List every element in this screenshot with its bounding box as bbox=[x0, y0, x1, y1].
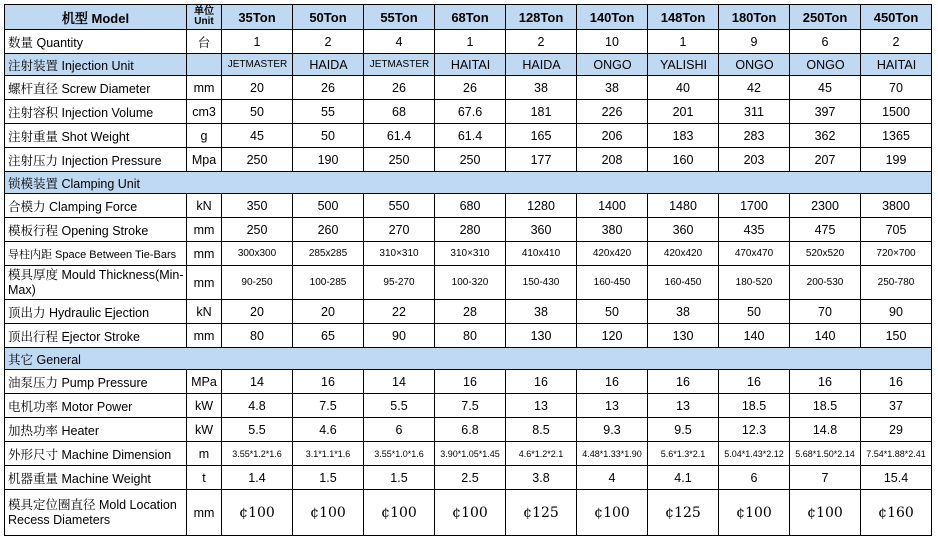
cell-value: 9 bbox=[719, 30, 790, 54]
cell-value: 65 bbox=[293, 324, 364, 348]
cell-value: 50 bbox=[577, 300, 648, 324]
row-label: 电机功率 Motor Power bbox=[5, 394, 187, 418]
cell-value: 310×310 bbox=[435, 242, 506, 266]
cell-value: 7 bbox=[790, 466, 861, 490]
cell-value: 55 bbox=[293, 100, 364, 124]
row-label: 机器重量 Machine Weight bbox=[5, 466, 187, 490]
cell-value: 28 bbox=[435, 300, 506, 324]
cell-value: 520x520 bbox=[790, 242, 861, 266]
row-unit: mm bbox=[187, 490, 222, 536]
cell-value: 5.68*1.50*2.14 bbox=[790, 442, 861, 466]
spec-table-body bbox=[5, 5, 932, 536]
cell-value: 250 bbox=[364, 148, 435, 172]
table-row bbox=[5, 194, 932, 218]
cell-value: 250 bbox=[222, 148, 293, 172]
cell-value: 550 bbox=[364, 194, 435, 218]
table-row bbox=[5, 124, 932, 148]
table-row bbox=[5, 442, 932, 466]
cell-value: 16 bbox=[719, 370, 790, 394]
row-unit: 台 bbox=[187, 30, 222, 54]
cell-value: 4.1 bbox=[648, 466, 719, 490]
cell-value: 150-430 bbox=[506, 266, 577, 300]
table-row bbox=[5, 418, 932, 442]
row-unit: kW bbox=[187, 394, 222, 418]
cell-value: 13 bbox=[506, 394, 577, 418]
row-label: 顶出力 Hydraulic Ejection bbox=[5, 300, 187, 324]
cell-value: 2 bbox=[506, 30, 577, 54]
cell-value: 12.3 bbox=[719, 418, 790, 442]
brand-name: HAIDA bbox=[293, 54, 364, 76]
cell-value: 16 bbox=[790, 370, 861, 394]
cell-value: 90-250 bbox=[222, 266, 293, 300]
cell-value: 38 bbox=[506, 300, 577, 324]
cell-value: 7.5 bbox=[293, 394, 364, 418]
cell-value: 3.55*1.2*1.6 bbox=[222, 442, 293, 466]
cell-value: 22 bbox=[364, 300, 435, 324]
cell-value: 20 bbox=[222, 300, 293, 324]
model-name: 250Ton bbox=[790, 5, 861, 30]
cell-value: 140 bbox=[790, 324, 861, 348]
cell-value: 18.5 bbox=[719, 394, 790, 418]
cell-value: 16 bbox=[861, 370, 932, 394]
cell-value: ¢100 bbox=[435, 490, 506, 536]
cell-value: 3.90*1.05*1.45 bbox=[435, 442, 506, 466]
cell-value: 9.5 bbox=[648, 418, 719, 442]
row-label: 油泵压力 Pump Pressure bbox=[5, 370, 187, 394]
brand-name: ONGO bbox=[790, 54, 861, 76]
header-row bbox=[5, 5, 932, 30]
cell-value: ¢125 bbox=[648, 490, 719, 536]
row-label: 模板行程 Opening Stroke bbox=[5, 218, 187, 242]
cell-value: 100-285 bbox=[293, 266, 364, 300]
cell-value: 199 bbox=[861, 148, 932, 172]
row-unit: g bbox=[187, 124, 222, 148]
cell-value: 4.48*1.33*1.90 bbox=[577, 442, 648, 466]
cell-value: 5.04*1.43*2.12 bbox=[719, 442, 790, 466]
row-label: 外形尺寸 Machine Dimension bbox=[5, 442, 187, 466]
cell-value: 181 bbox=[506, 100, 577, 124]
cell-value: 500 bbox=[293, 194, 364, 218]
row-label: 数量 Quantity bbox=[5, 30, 187, 54]
cell-value: 45 bbox=[790, 76, 861, 100]
model-name: 55Ton bbox=[364, 5, 435, 30]
cell-value: 420x420 bbox=[577, 242, 648, 266]
cell-value: 310×310 bbox=[364, 242, 435, 266]
cell-value: 360 bbox=[506, 218, 577, 242]
cell-value: 435 bbox=[719, 218, 790, 242]
cell-value: 150 bbox=[861, 324, 932, 348]
cell-value: 16 bbox=[577, 370, 648, 394]
table-row bbox=[5, 394, 932, 418]
table-row bbox=[5, 266, 932, 300]
cell-value: 250 bbox=[435, 148, 506, 172]
cell-value: ¢100 bbox=[719, 490, 790, 536]
section-header-row bbox=[5, 54, 932, 76]
table-row bbox=[5, 466, 932, 490]
cell-value: 50 bbox=[293, 124, 364, 148]
row-unit: mm bbox=[187, 242, 222, 266]
model-name: 128Ton bbox=[506, 5, 577, 30]
cell-value: 61.4 bbox=[364, 124, 435, 148]
cell-value: 13 bbox=[648, 394, 719, 418]
cell-value: 177 bbox=[506, 148, 577, 172]
cell-value: 1480 bbox=[648, 194, 719, 218]
cell-value: 8.5 bbox=[506, 418, 577, 442]
cell-value: 250 bbox=[222, 218, 293, 242]
cell-value: 280 bbox=[435, 218, 506, 242]
row-unit: kN bbox=[187, 300, 222, 324]
blank-cell bbox=[187, 54, 222, 76]
brand-name: HAITAI bbox=[861, 54, 932, 76]
cell-value: 80 bbox=[435, 324, 506, 348]
model-name: 50Ton bbox=[293, 5, 364, 30]
cell-value: 68 bbox=[364, 100, 435, 124]
row-label: 螺杆直径 Screw Diameter bbox=[5, 76, 187, 100]
cell-value: 470x470 bbox=[719, 242, 790, 266]
cell-value: 160 bbox=[648, 148, 719, 172]
cell-value: 14 bbox=[364, 370, 435, 394]
cell-value: ¢125 bbox=[506, 490, 577, 536]
cell-value: 4 bbox=[364, 30, 435, 54]
cell-value: 15.4 bbox=[861, 466, 932, 490]
cell-value: 1365 bbox=[861, 124, 932, 148]
cell-value: 6 bbox=[790, 30, 861, 54]
cell-value: 1 bbox=[435, 30, 506, 54]
cell-value: 362 bbox=[790, 124, 861, 148]
cell-value: 300x300 bbox=[222, 242, 293, 266]
row-label: 注射压力 Injection Pressure bbox=[5, 148, 187, 172]
cell-value: 40 bbox=[648, 76, 719, 100]
row-label: 注射重量 Shot Weight bbox=[5, 124, 187, 148]
cell-value: 29 bbox=[861, 418, 932, 442]
cell-value: 5.5 bbox=[222, 418, 293, 442]
section-title: 锁模装置 Clamping Unit bbox=[5, 172, 932, 194]
model-name: 35Ton bbox=[222, 5, 293, 30]
row-unit: cm3 bbox=[187, 100, 222, 124]
cell-value: 380 bbox=[577, 218, 648, 242]
table-row bbox=[5, 490, 932, 536]
cell-value: 311 bbox=[719, 100, 790, 124]
cell-value: 1280 bbox=[506, 194, 577, 218]
row-unit: m bbox=[187, 442, 222, 466]
cell-value: 130 bbox=[506, 324, 577, 348]
cell-value: 3.55*1.0*1.6 bbox=[364, 442, 435, 466]
unit-label: 单位 Unit bbox=[187, 5, 222, 30]
cell-value: ¢100 bbox=[790, 490, 861, 536]
row-unit: kW bbox=[187, 418, 222, 442]
cell-value: 283 bbox=[719, 124, 790, 148]
cell-value: ¢100 bbox=[577, 490, 648, 536]
cell-value: 140 bbox=[719, 324, 790, 348]
table-row bbox=[5, 218, 932, 242]
cell-value: 475 bbox=[790, 218, 861, 242]
cell-value: 250-780 bbox=[861, 266, 932, 300]
cell-value: 38 bbox=[506, 76, 577, 100]
cell-value: 2 bbox=[861, 30, 932, 54]
row-label: 模具定位圈直径 Mold Location Recess Diameters bbox=[5, 490, 187, 536]
cell-value: 705 bbox=[861, 218, 932, 242]
brand-name: HAITAI bbox=[435, 54, 506, 76]
cell-value: ¢100 bbox=[222, 490, 293, 536]
row-label: 顶出行程 Ejector Stroke bbox=[5, 324, 187, 348]
cell-value: 2 bbox=[293, 30, 364, 54]
cell-value: 3.1*1.1*1.6 bbox=[293, 442, 364, 466]
row-unit: t bbox=[187, 466, 222, 490]
cell-value: 1.5 bbox=[293, 466, 364, 490]
spec-table bbox=[4, 4, 932, 536]
cell-value: 90 bbox=[861, 300, 932, 324]
brand-name: JETMASTER bbox=[364, 54, 435, 76]
table-row bbox=[5, 30, 932, 54]
cell-value: 95-270 bbox=[364, 266, 435, 300]
row-label: 加热功率 Heater bbox=[5, 418, 187, 442]
model-name: 148Ton bbox=[648, 5, 719, 30]
row-unit: kN bbox=[187, 194, 222, 218]
brand-name: HAIDA bbox=[506, 54, 577, 76]
cell-value: 207 bbox=[790, 148, 861, 172]
cell-value: 120 bbox=[577, 324, 648, 348]
cell-value: 160-450 bbox=[648, 266, 719, 300]
cell-value: 37 bbox=[861, 394, 932, 418]
row-unit: MPa bbox=[187, 370, 222, 394]
table-row bbox=[5, 76, 932, 100]
table-row bbox=[5, 100, 932, 124]
cell-value: ¢160 bbox=[861, 490, 932, 536]
cell-value: 260 bbox=[293, 218, 364, 242]
cell-value: 70 bbox=[790, 300, 861, 324]
cell-value: 45 bbox=[222, 124, 293, 148]
cell-value: 5.5 bbox=[364, 394, 435, 418]
cell-value: 285x285 bbox=[293, 242, 364, 266]
model-name: 450Ton bbox=[861, 5, 932, 30]
cell-value: 16 bbox=[506, 370, 577, 394]
cell-value: 410x410 bbox=[506, 242, 577, 266]
cell-value: 50 bbox=[222, 100, 293, 124]
cell-value: 160-450 bbox=[577, 266, 648, 300]
cell-value: 3.8 bbox=[506, 466, 577, 490]
cell-value: 360 bbox=[648, 218, 719, 242]
cell-value: 226 bbox=[577, 100, 648, 124]
cell-value: 70 bbox=[861, 76, 932, 100]
row-unit: Mpa bbox=[187, 148, 222, 172]
cell-value: 350 bbox=[222, 194, 293, 218]
cell-value: 14.8 bbox=[790, 418, 861, 442]
cell-value: 18.5 bbox=[790, 394, 861, 418]
section-header-row bbox=[5, 172, 932, 194]
cell-value: 42 bbox=[719, 76, 790, 100]
cell-value: 100-320 bbox=[435, 266, 506, 300]
cell-value: 13 bbox=[577, 394, 648, 418]
cell-value: 130 bbox=[648, 324, 719, 348]
cell-value: 2.5 bbox=[435, 466, 506, 490]
cell-value: 270 bbox=[364, 218, 435, 242]
cell-value: 1 bbox=[648, 30, 719, 54]
model-name: 180Ton bbox=[719, 5, 790, 30]
cell-value: 6.8 bbox=[435, 418, 506, 442]
cell-value: 7.54*1.88*2.41 bbox=[861, 442, 932, 466]
cell-value: 3800 bbox=[861, 194, 932, 218]
cell-value: 26 bbox=[293, 76, 364, 100]
cell-value: 1.5 bbox=[364, 466, 435, 490]
cell-value: 1400 bbox=[577, 194, 648, 218]
cell-value: 20 bbox=[222, 76, 293, 100]
cell-value: 680 bbox=[435, 194, 506, 218]
cell-value: 200-530 bbox=[790, 266, 861, 300]
row-label: 导柱内距 Space Between Tie-Bars bbox=[5, 242, 187, 266]
table-row bbox=[5, 370, 932, 394]
cell-value: 38 bbox=[648, 300, 719, 324]
row-label: 模具厚度 Mould Thickness(Min-Max) bbox=[5, 266, 187, 300]
cell-value: 4 bbox=[577, 466, 648, 490]
cell-value: 14 bbox=[222, 370, 293, 394]
cell-value: 165 bbox=[506, 124, 577, 148]
cell-value: 206 bbox=[577, 124, 648, 148]
row-unit: mm bbox=[187, 266, 222, 300]
cell-value: 10 bbox=[577, 30, 648, 54]
cell-value: 203 bbox=[719, 148, 790, 172]
cell-value: 190 bbox=[293, 148, 364, 172]
row-unit: mm bbox=[187, 76, 222, 100]
cell-value: 26 bbox=[435, 76, 506, 100]
brand-name: ONGO bbox=[719, 54, 790, 76]
cell-value: 7.5 bbox=[435, 394, 506, 418]
cell-value: 201 bbox=[648, 100, 719, 124]
table-row bbox=[5, 148, 932, 172]
row-label: 注射容积 Injection Volume bbox=[5, 100, 187, 124]
cell-value: 2300 bbox=[790, 194, 861, 218]
brand-name: JETMASTER bbox=[222, 54, 293, 76]
cell-value: 38 bbox=[577, 76, 648, 100]
cell-value: 4.8 bbox=[222, 394, 293, 418]
section-header-row bbox=[5, 348, 932, 370]
cell-value: 90 bbox=[364, 324, 435, 348]
cell-value: 61.4 bbox=[435, 124, 506, 148]
model-name: 68Ton bbox=[435, 5, 506, 30]
cell-value: 1 bbox=[222, 30, 293, 54]
cell-value: 1.4 bbox=[222, 466, 293, 490]
cell-value: 1500 bbox=[861, 100, 932, 124]
cell-value: 208 bbox=[577, 148, 648, 172]
table-row bbox=[5, 300, 932, 324]
cell-value: 50 bbox=[719, 300, 790, 324]
model-label: 机型 Model bbox=[5, 5, 187, 30]
table-row bbox=[5, 242, 932, 266]
cell-value: 16 bbox=[648, 370, 719, 394]
cell-value: 20 bbox=[293, 300, 364, 324]
cell-value: 180-520 bbox=[719, 266, 790, 300]
cell-value: 6 bbox=[364, 418, 435, 442]
section-title: 注射装置 Injection Unit bbox=[5, 54, 187, 76]
row-unit: mm bbox=[187, 218, 222, 242]
cell-value: 67.6 bbox=[435, 100, 506, 124]
cell-value: 26 bbox=[364, 76, 435, 100]
row-unit: mm bbox=[187, 324, 222, 348]
cell-value: 6 bbox=[719, 466, 790, 490]
cell-value: 4.6 bbox=[293, 418, 364, 442]
cell-value: 1700 bbox=[719, 194, 790, 218]
cell-value: 16 bbox=[293, 370, 364, 394]
cell-value: 183 bbox=[648, 124, 719, 148]
cell-value: 5.6*1.3*2.1 bbox=[648, 442, 719, 466]
cell-value: 397 bbox=[790, 100, 861, 124]
brand-name: YALISHI bbox=[648, 54, 719, 76]
cell-value: ¢100 bbox=[293, 490, 364, 536]
table-row bbox=[5, 324, 932, 348]
model-name: 140Ton bbox=[577, 5, 648, 30]
cell-value: 80 bbox=[222, 324, 293, 348]
cell-value: 720×700 bbox=[861, 242, 932, 266]
cell-value: 420x420 bbox=[648, 242, 719, 266]
row-label: 合模力 Clamping Force bbox=[5, 194, 187, 218]
cell-value: 9.3 bbox=[577, 418, 648, 442]
cell-value: 4.6*1.2*2.1 bbox=[506, 442, 577, 466]
cell-value: ¢100 bbox=[364, 490, 435, 536]
section-title: 其它 General bbox=[5, 348, 932, 370]
brand-name: ONGO bbox=[577, 54, 648, 76]
cell-value: 16 bbox=[435, 370, 506, 394]
